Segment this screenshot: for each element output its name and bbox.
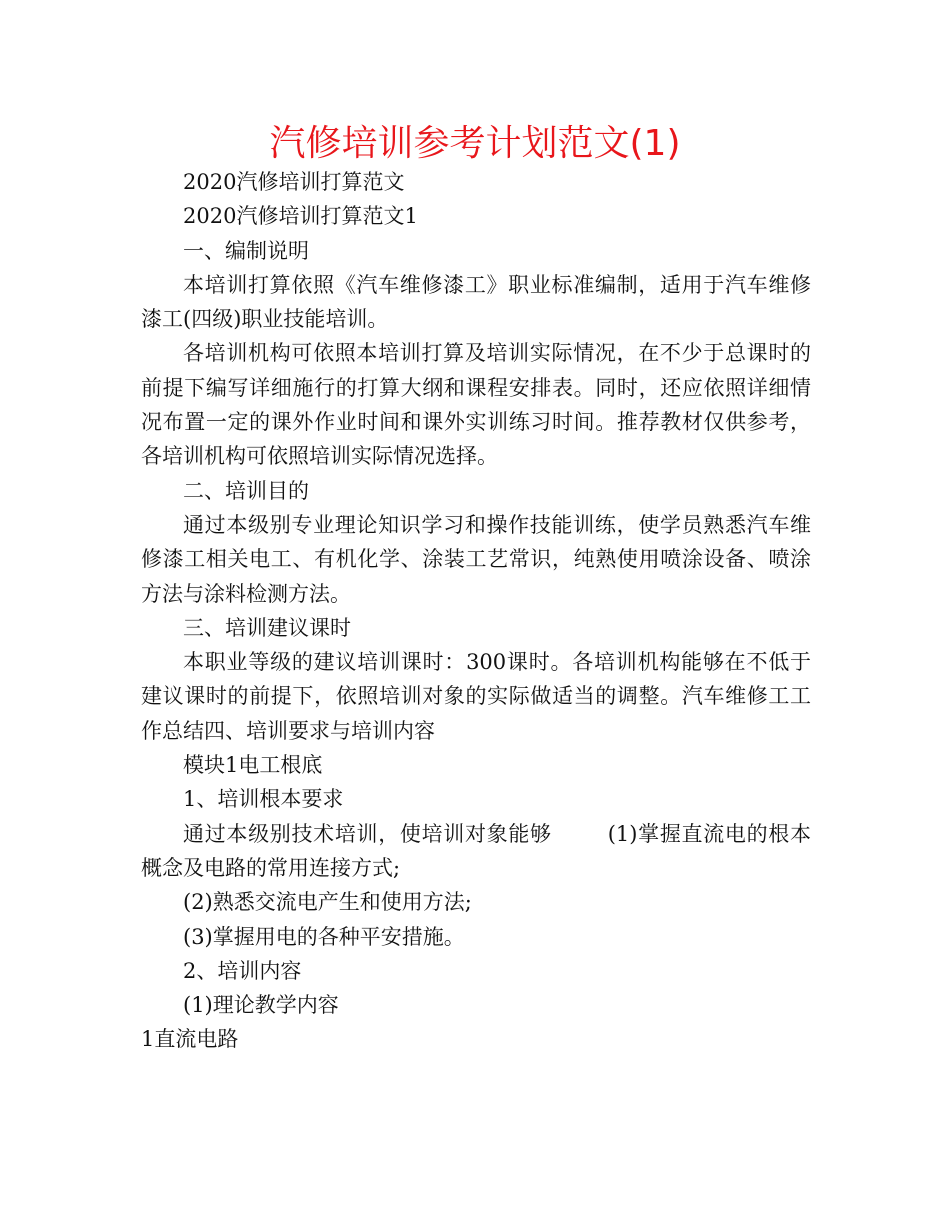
document-title: 汽修培训参考计划范文(1) (269, 123, 681, 164)
list-item: 1直流电路 (141, 1027, 239, 1052)
section-heading: 三、培训建议课时 (183, 615, 351, 640)
subsection-heading: 2、培训内容 (183, 958, 302, 983)
list-item: (2)熟悉交流电产生和使用方法; (183, 890, 472, 915)
list-item: (1)理论教学内容 (183, 993, 339, 1018)
paragraph-lead: 通过本级别技术培训，使培训对象能够 (183, 821, 552, 846)
paragraph: 通过本级别专业理论知识学习和操作技能训练，使学员熟悉汽车维修漆工相关电工、有机化学、涂装工艺常识，纯熟使用喷涂设备、喷涂方法与涂料检测方法。 (141, 512, 811, 606)
subsection-heading: 1、培训根本要求 (183, 787, 344, 812)
paragraph-item: (1)掌握直流电的根本概念及电路的常用连接方式; (141, 821, 812, 880)
paragraph: 各培训机构可依照本培训打算及培训实际情况，在不少于总课时的前提下编写详细施行的打算大纲和课程安排表。同时，还应依照详细情况布置一定的课外作业时间和课外实训练习时间。推荐教材仅供参考，各培训机构可依照培训实际情况选择。 (141, 341, 811, 469)
list-item: (3)掌握用电的各种平安措施。 (183, 924, 465, 949)
document-body (141, 165, 811, 1057)
paragraph (141, 817, 811, 886)
paragraph: 本职业等级的建议培训课时：300课时。各培训机构能够在不低于建议课时的前提下，依照培训对象的实际做适当的调整。汽车维修工工作总结四、培训要求与培训内容 (141, 650, 811, 743)
paragraph: 2020汽修培训打算范文1 (183, 204, 418, 229)
paragraph: 本培训打算依照《汽车维修漆工》职业标准编制，适用于汽车维修漆工(四级)职业技能培训。 (141, 272, 811, 332)
module-heading: 模块1电工根底 (183, 753, 323, 778)
section-heading: 二、培训目的 (183, 478, 309, 503)
section-heading: 一、编制说明 (183, 238, 309, 263)
paragraph: 2020汽修培训打算范文 (183, 170, 405, 194)
